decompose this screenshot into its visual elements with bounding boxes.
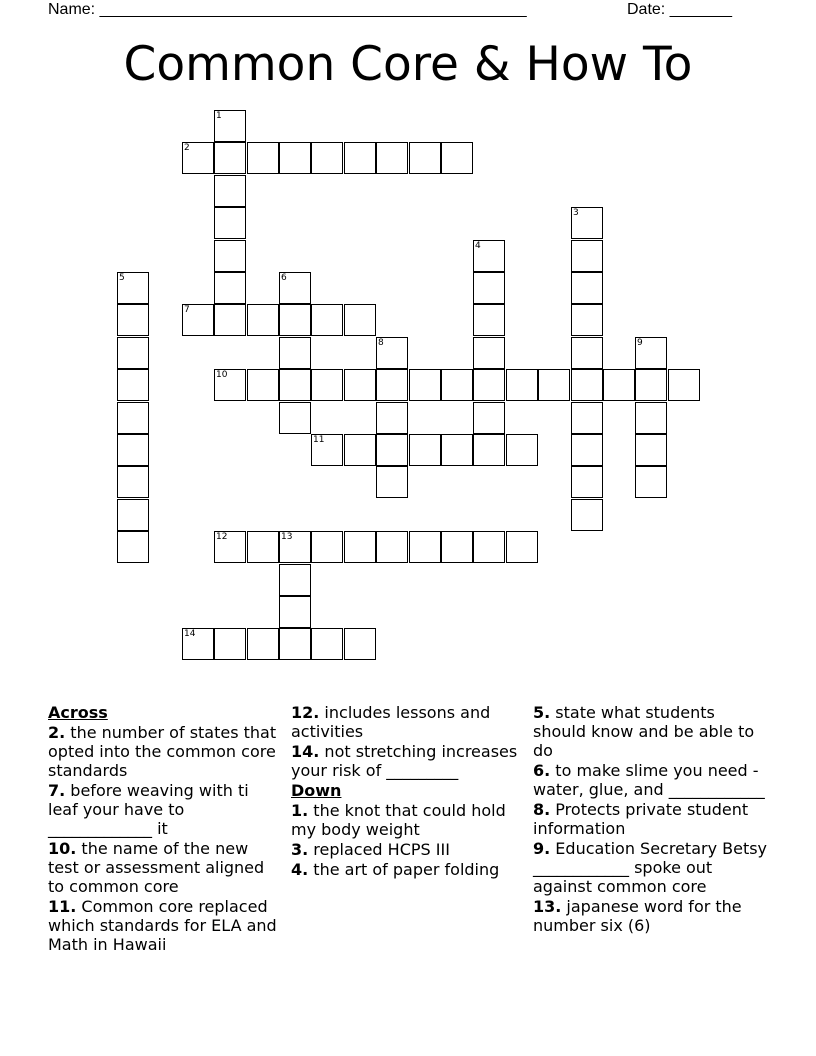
grid-cell[interactable] bbox=[409, 142, 441, 174]
grid-cell[interactable] bbox=[247, 628, 279, 660]
grid-cell[interactable] bbox=[117, 272, 149, 304]
grid-cell[interactable] bbox=[311, 434, 343, 466]
grid-cell[interactable] bbox=[182, 304, 214, 336]
clue-text: state what students should know and be able to do bbox=[533, 703, 755, 760]
grid-cell[interactable] bbox=[247, 142, 279, 174]
grid-cell[interactable] bbox=[279, 564, 311, 596]
grid-cell[interactable] bbox=[376, 142, 408, 174]
grid-cell[interactable] bbox=[214, 207, 246, 239]
grid-cell[interactable] bbox=[473, 369, 505, 401]
grid-cell[interactable] bbox=[214, 175, 246, 207]
clues-column-2 bbox=[291, 702, 526, 880]
clue-text: the knot that could hold my body weight bbox=[291, 801, 506, 839]
grid-cell[interactable] bbox=[571, 369, 603, 401]
clue-across-14 bbox=[291, 742, 526, 780]
clue-across-7 bbox=[48, 781, 283, 838]
clue-number: 3. bbox=[291, 840, 309, 859]
grid-cell[interactable] bbox=[635, 402, 667, 434]
grid-cell[interactable] bbox=[279, 337, 311, 369]
grid-cell[interactable] bbox=[473, 531, 505, 563]
clue-across-2 bbox=[48, 723, 283, 780]
grid-cell[interactable] bbox=[279, 628, 311, 660]
clue-number-label: 1 bbox=[216, 111, 222, 121]
clue-down-4 bbox=[291, 860, 526, 879]
grid-cell[interactable] bbox=[117, 466, 149, 498]
grid-cell[interactable] bbox=[441, 142, 473, 174]
clue-text: japanese word for the number six (6) bbox=[533, 897, 742, 935]
clue-down-9 bbox=[533, 839, 768, 896]
clue-text: the number of states that opted into the common core standards bbox=[48, 723, 277, 780]
clue-number: 6. bbox=[533, 761, 551, 780]
grid-cell[interactable] bbox=[571, 499, 603, 531]
grid-cell[interactable] bbox=[182, 628, 214, 660]
grid-cell[interactable] bbox=[344, 142, 376, 174]
clue-across-12 bbox=[291, 703, 526, 741]
grid-cell[interactable] bbox=[214, 304, 246, 336]
grid-cell[interactable] bbox=[635, 369, 667, 401]
clue-across-11 bbox=[48, 897, 283, 954]
grid-cell[interactable] bbox=[214, 142, 246, 174]
grid-cell[interactable] bbox=[376, 434, 408, 466]
clue-number: 1. bbox=[291, 801, 309, 820]
grid-cell[interactable] bbox=[311, 369, 343, 401]
grid-cell[interactable] bbox=[376, 531, 408, 563]
clue-number: 12. bbox=[291, 703, 320, 722]
grid-cell[interactable] bbox=[117, 531, 149, 563]
grid-cell[interactable] bbox=[376, 466, 408, 498]
down-heading: Down bbox=[291, 781, 342, 800]
grid-cell[interactable] bbox=[409, 531, 441, 563]
grid-cell[interactable] bbox=[344, 531, 376, 563]
grid-cell[interactable] bbox=[279, 596, 311, 628]
grid-cell[interactable] bbox=[214, 628, 246, 660]
grid-cell[interactable] bbox=[279, 531, 311, 563]
clue-number-label: 14 bbox=[184, 629, 196, 639]
grid-cell[interactable] bbox=[117, 304, 149, 336]
clue-number-label: 8 bbox=[378, 338, 384, 348]
grid-cell[interactable] bbox=[409, 369, 441, 401]
grid-cell[interactable] bbox=[635, 466, 667, 498]
clue-number: 2. bbox=[48, 723, 66, 742]
clue-text: Common core replaced which standards for ELA and Math in Hawaii bbox=[48, 897, 277, 954]
clue-text: Protects private student information bbox=[533, 800, 749, 838]
grid-cell[interactable] bbox=[311, 531, 343, 563]
grid-cell[interactable] bbox=[506, 434, 538, 466]
grid-cell[interactable] bbox=[182, 142, 214, 174]
grid-cell[interactable] bbox=[214, 272, 246, 304]
grid-cell[interactable] bbox=[311, 628, 343, 660]
grid-cell[interactable] bbox=[214, 369, 246, 401]
grid-cell[interactable] bbox=[441, 434, 473, 466]
across-heading: Across bbox=[48, 703, 108, 722]
clue-text: includes lessons and activities bbox=[291, 703, 491, 741]
grid-cell[interactable] bbox=[571, 304, 603, 336]
grid-cell[interactable] bbox=[279, 272, 311, 304]
clue-text: to make slime you need - water, glue, and ____________ bbox=[533, 761, 765, 799]
clue-text: the name of the new test or assessment aligned to common core bbox=[48, 839, 265, 896]
grid-cell[interactable] bbox=[473, 337, 505, 369]
grid-cell[interactable] bbox=[344, 434, 376, 466]
clue-text: replaced HCPS III bbox=[308, 840, 450, 859]
grid-cell[interactable] bbox=[117, 337, 149, 369]
grid-cell[interactable] bbox=[571, 272, 603, 304]
grid-cell[interactable] bbox=[441, 369, 473, 401]
clue-number: 7. bbox=[48, 781, 66, 800]
clue-number-label: 11 bbox=[313, 435, 325, 445]
clue-text: Education Secretary Betsy ____________ spoke out against common core bbox=[533, 839, 768, 896]
grid-cell[interactable] bbox=[279, 142, 311, 174]
clue-number-label: 4 bbox=[475, 241, 481, 251]
grid-cell[interactable] bbox=[571, 207, 603, 239]
grid-cell[interactable] bbox=[473, 240, 505, 272]
grid-cell[interactable] bbox=[214, 531, 246, 563]
grid-cell[interactable] bbox=[635, 337, 667, 369]
clue-number-label: 2 bbox=[184, 143, 190, 153]
clue-down-6 bbox=[533, 761, 768, 799]
clue-down-5 bbox=[533, 703, 768, 760]
clue-number-label: 6 bbox=[281, 273, 287, 283]
clue-text: not stretching increases your risk of _________ bbox=[291, 742, 518, 780]
clue-number: 9. bbox=[533, 839, 551, 858]
clue-number: 11. bbox=[48, 897, 77, 916]
grid-cell[interactable] bbox=[571, 402, 603, 434]
grid-cell[interactable] bbox=[247, 369, 279, 401]
grid-cell[interactable] bbox=[247, 531, 279, 563]
clue-number-label: 9 bbox=[637, 338, 643, 348]
clue-number: 4. bbox=[291, 860, 309, 879]
page-title: Common Core & How To bbox=[123, 37, 693, 92]
grid-cell[interactable] bbox=[311, 304, 343, 336]
clue-down-3 bbox=[291, 840, 526, 859]
clue-number-label: 7 bbox=[184, 305, 190, 315]
clue-number-label: 13 bbox=[281, 532, 293, 542]
clue-number: 10. bbox=[48, 839, 77, 858]
clue-down-1 bbox=[291, 801, 526, 839]
grid-cell[interactable] bbox=[506, 369, 538, 401]
clues-column-3 bbox=[533, 702, 768, 936]
name-field[interactable]: Name: ________________________________________________ bbox=[48, 1, 527, 18]
clues-column-1 bbox=[48, 702, 283, 955]
clue-text: before weaving with ti leaf your have to _____________ it bbox=[48, 781, 249, 838]
clue-number-label: 12 bbox=[216, 532, 228, 542]
clue-number: 13. bbox=[533, 897, 562, 916]
grid-cell[interactable] bbox=[279, 402, 311, 434]
grid-cell[interactable] bbox=[571, 434, 603, 466]
grid-cell[interactable] bbox=[473, 434, 505, 466]
grid-cell[interactable] bbox=[117, 499, 149, 531]
clue-number-label: 5 bbox=[119, 273, 125, 283]
clue-down-8 bbox=[533, 800, 768, 838]
clue-number-label: 3 bbox=[573, 208, 579, 218]
grid-cell[interactable] bbox=[247, 304, 279, 336]
grid-cell[interactable] bbox=[344, 369, 376, 401]
grid-cell[interactable] bbox=[279, 369, 311, 401]
grid-cell[interactable] bbox=[441, 531, 473, 563]
grid-cell[interactable] bbox=[344, 304, 376, 336]
grid-cell[interactable] bbox=[603, 369, 635, 401]
clue-down-13 bbox=[533, 897, 768, 935]
grid-cell[interactable] bbox=[473, 304, 505, 336]
grid-cell[interactable] bbox=[506, 531, 538, 563]
grid-cell[interactable] bbox=[376, 337, 408, 369]
grid-cell[interactable] bbox=[538, 369, 570, 401]
date-field[interactable]: Date: _______ bbox=[627, 1, 732, 18]
grid-cell[interactable] bbox=[473, 402, 505, 434]
grid-cell[interactable] bbox=[668, 369, 700, 401]
grid-cell[interactable] bbox=[214, 240, 246, 272]
grid-cell[interactable] bbox=[473, 272, 505, 304]
grid-cell[interactable] bbox=[409, 434, 441, 466]
grid-cell[interactable] bbox=[571, 466, 603, 498]
clue-number: 14. bbox=[291, 742, 320, 761]
clue-number: 8. bbox=[533, 800, 551, 819]
grid-cell[interactable] bbox=[571, 240, 603, 272]
grid-cell[interactable] bbox=[344, 628, 376, 660]
grid-cell[interactable] bbox=[117, 369, 149, 401]
clue-text: the art of paper folding bbox=[308, 860, 500, 879]
grid-cell[interactable] bbox=[279, 304, 311, 336]
grid-cell[interactable] bbox=[635, 434, 667, 466]
grid-cell[interactable] bbox=[376, 402, 408, 434]
grid-cell[interactable] bbox=[376, 369, 408, 401]
grid-cell[interactable] bbox=[571, 337, 603, 369]
grid-cell[interactable] bbox=[311, 142, 343, 174]
grid-cell[interactable] bbox=[117, 434, 149, 466]
clue-number-label: 10 bbox=[216, 370, 228, 380]
clue-across-10 bbox=[48, 839, 283, 896]
grid-cell[interactable] bbox=[117, 402, 149, 434]
clue-number: 5. bbox=[533, 703, 551, 722]
grid-cell[interactable] bbox=[214, 110, 246, 142]
